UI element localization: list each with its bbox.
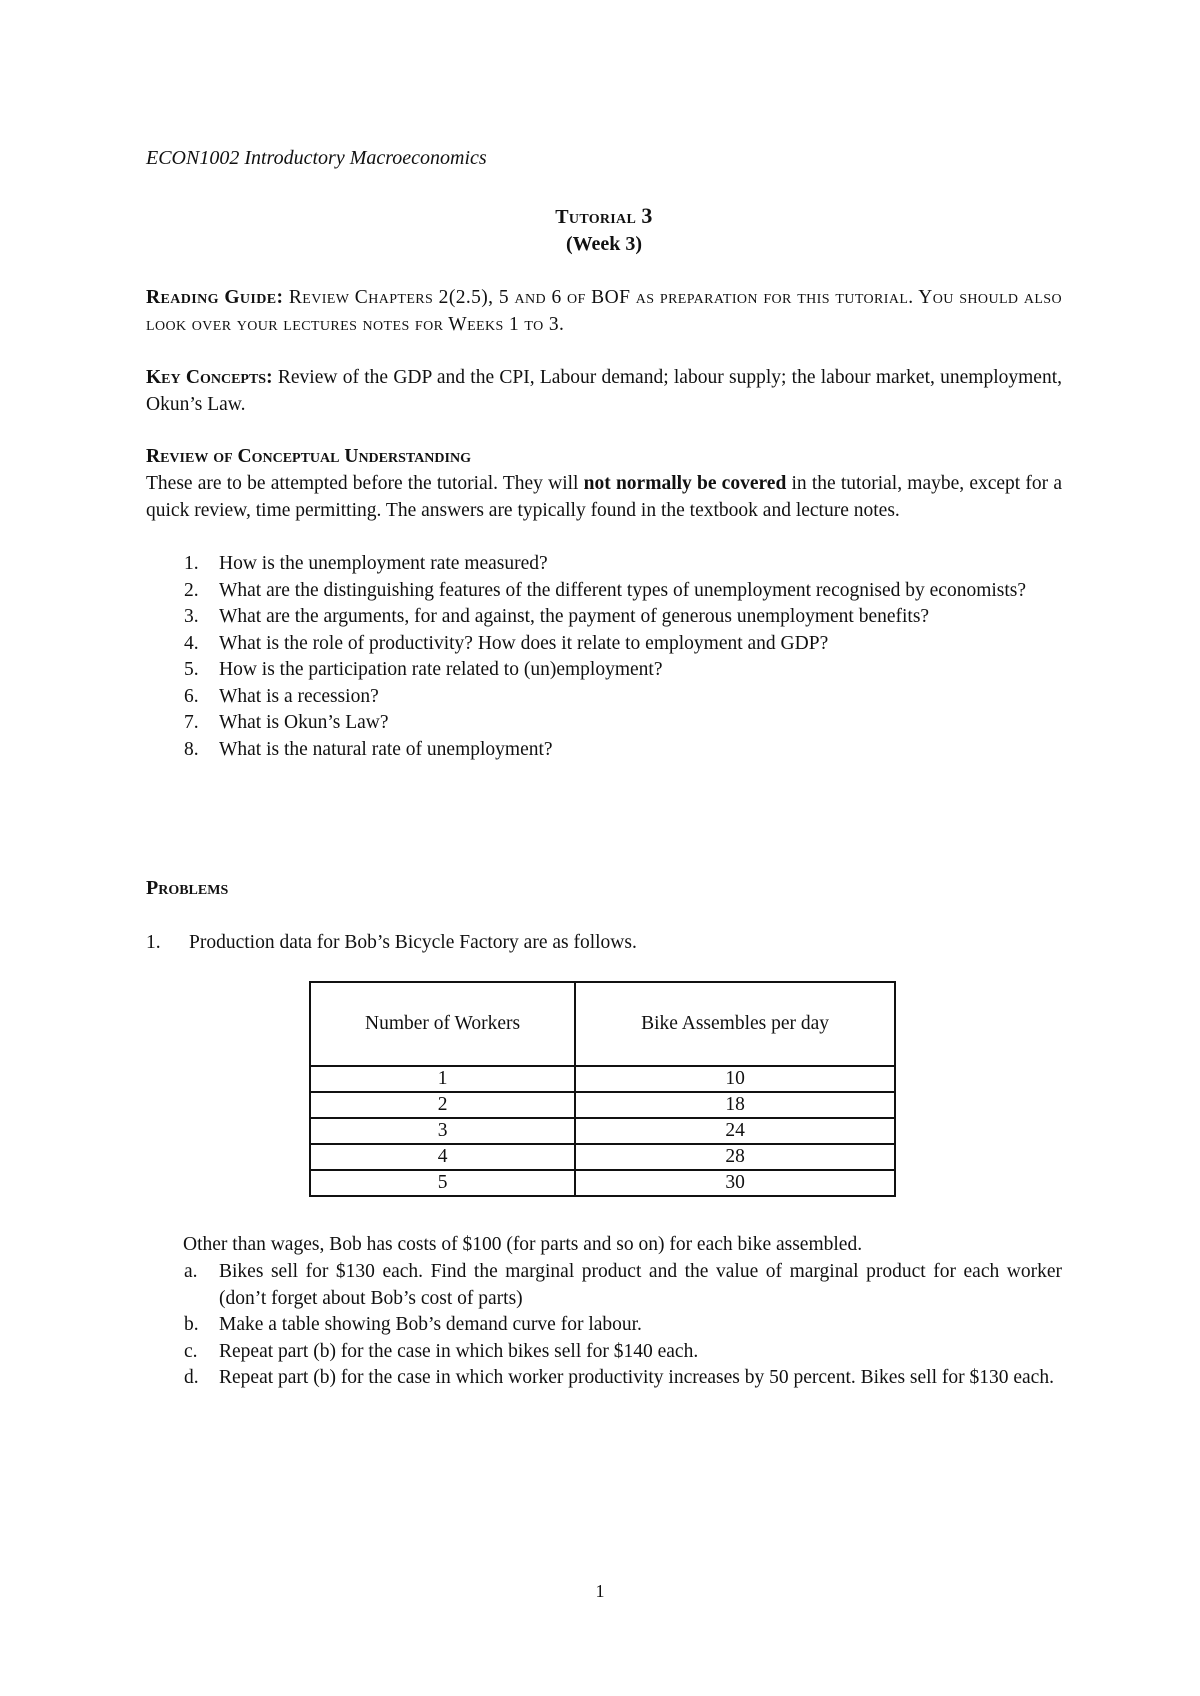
table-header-row bbox=[310, 982, 895, 1066]
table-cell: 3 bbox=[310, 1118, 575, 1144]
item-number: 1. bbox=[184, 553, 199, 574]
table-row bbox=[310, 1170, 895, 1196]
item-letter: a. bbox=[184, 1261, 198, 1282]
problems-heading: Problems bbox=[146, 877, 229, 899]
item-number: 4. bbox=[184, 632, 199, 654]
column-header-bikes: Bike Assembles per day bbox=[575, 982, 895, 1066]
item-number: 7. bbox=[184, 712, 199, 733]
table-row bbox=[310, 1066, 895, 1092]
item-number: 8. bbox=[184, 738, 199, 760]
list-item bbox=[146, 710, 1062, 737]
item-text: What is Okun’s Law? bbox=[219, 712, 389, 733]
production-table bbox=[309, 981, 896, 1197]
review-question-list bbox=[146, 551, 1062, 763]
table-row bbox=[310, 1092, 895, 1118]
table-cell: 18 bbox=[575, 1092, 895, 1118]
title-rest: utorial bbox=[568, 206, 637, 228]
item-text: Make a table showing Bob’s demand curve for labour. bbox=[219, 1314, 642, 1335]
title-number: 3 bbox=[641, 203, 653, 228]
table-cell: 5 bbox=[310, 1170, 575, 1196]
table-row bbox=[310, 1118, 895, 1144]
key-concepts-text: Review of the GDP and the CPI, Labour demand; labour supply; the labour market, unemployment, Okun’s Law. bbox=[146, 367, 1062, 415]
list-item bbox=[146, 578, 1062, 605]
reading-guide-text: Review Chapters 2(2.5), 5 and 6 of BOF as preparation for this tutorial. You should also look over your lectures notes for Weeks 1 to 3. bbox=[146, 287, 1063, 335]
reading-guide bbox=[146, 285, 1062, 338]
item-text: How is the unemployment rate measured? bbox=[219, 553, 548, 574]
table-cell: 4 bbox=[310, 1144, 575, 1170]
list-item bbox=[146, 604, 1062, 631]
list-item bbox=[146, 657, 1062, 684]
item-text: Bikes sell for $130 each. Find the marginal product and the value of marginal product for each worker (don’t forget about Bob’s cost of parts) bbox=[219, 1261, 1062, 1309]
item-letter: c. bbox=[184, 1340, 198, 1362]
item-letter: d. bbox=[184, 1367, 199, 1388]
review-intro-bold: not normally be covered bbox=[583, 473, 787, 494]
problem-1-number: 1. bbox=[146, 932, 161, 953]
table-row bbox=[310, 1144, 895, 1170]
page-number: 1 bbox=[595, 1581, 605, 1601]
problem-parts-list bbox=[146, 1259, 1062, 1392]
table-cell: 10 bbox=[575, 1066, 895, 1092]
item-text: What is the role of productivity? How does it relate to employment and GDP? bbox=[219, 632, 829, 654]
table-cell: 28 bbox=[575, 1144, 895, 1170]
tutorial-title bbox=[146, 202, 1062, 231]
column-header-workers: Number of Workers bbox=[310, 982, 575, 1066]
item-number: 2. bbox=[184, 579, 199, 601]
title-first-letter: T bbox=[555, 206, 569, 228]
week-label: (Week 3) bbox=[565, 233, 643, 255]
review-intro-before: These are to be attempted before the tutorial. They will bbox=[146, 473, 584, 494]
item-number: 5. bbox=[184, 659, 199, 680]
key-concepts bbox=[146, 365, 1062, 418]
list-item bbox=[146, 551, 1062, 578]
table-cell: 2 bbox=[310, 1092, 575, 1118]
review-intro bbox=[146, 471, 1062, 524]
item-number: 3. bbox=[184, 606, 199, 627]
list-item bbox=[146, 1339, 1062, 1366]
problem-1-text: Production data for Bob’s Bicycle Factory are as follows. bbox=[189, 932, 637, 953]
other-costs-text: Other than wages, Bob has costs of $100 (for parts and so on) for each bike assembled. bbox=[183, 1234, 863, 1255]
list-item bbox=[146, 1259, 1062, 1312]
table-cell: 24 bbox=[575, 1118, 895, 1144]
review-intro-after: in the tutorial, maybe, except for a quick review, time permitting. The answers are typically found in the textbook and lecture notes. bbox=[146, 473, 1062, 521]
item-text: What are the arguments, for and against, the payment of generous unemployment benefits? bbox=[219, 606, 930, 627]
course-title: ECON1002 Introductory Macroeconomics bbox=[146, 147, 487, 169]
table-cell: 1 bbox=[310, 1066, 575, 1092]
list-item bbox=[146, 631, 1062, 658]
review-heading: Review of Conceptual Understanding bbox=[146, 446, 471, 467]
item-text: What is a recession? bbox=[219, 685, 379, 707]
list-item bbox=[146, 737, 1062, 764]
list-item bbox=[146, 684, 1062, 711]
key-concepts-label: Key Concepts: bbox=[146, 367, 273, 388]
item-text: Repeat part (b) for the case in which bikes sell for $140 each. bbox=[219, 1340, 699, 1362]
item-text: How is the participation rate related to (un)employment? bbox=[219, 659, 663, 680]
item-number: 6. bbox=[184, 685, 199, 707]
item-text: What is the natural rate of unemployment? bbox=[219, 738, 553, 760]
item-letter: b. bbox=[184, 1314, 199, 1335]
table-cell: 30 bbox=[575, 1170, 895, 1196]
item-text: What are the distinguishing features of the different types of unemployment recognised by economists? bbox=[219, 579, 1027, 601]
list-item bbox=[146, 1365, 1062, 1392]
title-block bbox=[146, 202, 1062, 257]
list-item bbox=[146, 1312, 1062, 1339]
item-text: Repeat part (b) for the case in which worker productivity increases by 50 percent. Bikes sell for $130 each. bbox=[219, 1367, 1054, 1388]
reading-guide-label: Reading Guide: bbox=[146, 287, 284, 308]
